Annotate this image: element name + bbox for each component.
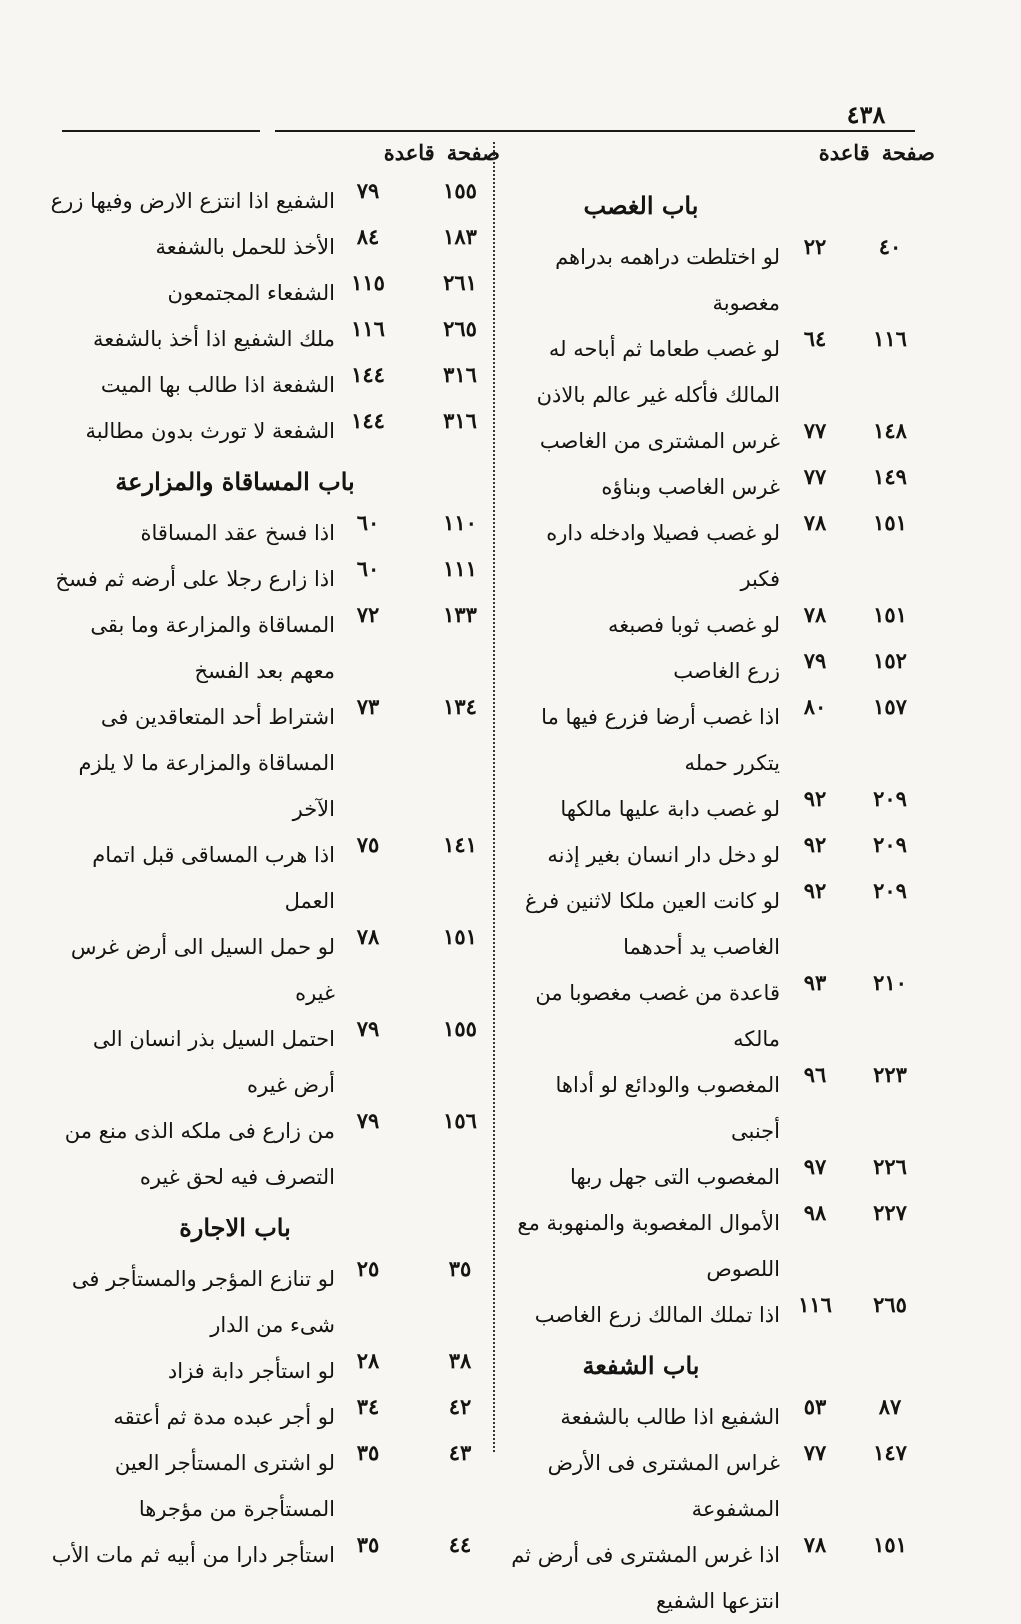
entry-text: لو كانت العين ملكا لاثنين فرغ الغاصب يد أحدهما bbox=[524, 889, 780, 959]
index-entry bbox=[50, 1440, 490, 1532]
index-entry bbox=[50, 1016, 490, 1108]
entry-rule-number: ٧٩ bbox=[356, 178, 380, 203]
index-entry bbox=[502, 234, 920, 326]
entry-text: لو دخل دار انسان بغير إذنه bbox=[547, 843, 780, 867]
entry-text: الشفيع اذا طالب بالشفعة bbox=[560, 1405, 780, 1429]
entry-page-number: ١٣٣ bbox=[443, 602, 477, 627]
entry-rule-number: ٣٥ bbox=[356, 1532, 380, 1557]
entry-page-number: ٣٨ bbox=[448, 1348, 472, 1373]
index-entry bbox=[50, 602, 490, 694]
index-entry bbox=[50, 1532, 490, 1578]
entry-text: المغصوب التى جهل ربها bbox=[569, 1165, 780, 1189]
index-entry bbox=[50, 510, 490, 556]
entry-rule-number: ٧٨ bbox=[356, 924, 380, 949]
entry-rule-number: ٧٧ bbox=[803, 464, 827, 489]
entry-page-number: ٢٢٧ bbox=[873, 1200, 907, 1225]
rule-column-label: قاعدة bbox=[818, 140, 870, 165]
entry-page-number: ٤٢ bbox=[448, 1394, 472, 1419]
entry-page-number: ٢٠٩ bbox=[873, 786, 907, 811]
index-entry bbox=[502, 832, 920, 878]
entry-rule-number: ٩٣ bbox=[803, 970, 827, 995]
index-entry bbox=[50, 362, 490, 408]
entry-page-number: ٢٠٩ bbox=[873, 878, 907, 903]
entry-text: من زارع فى ملكه الذى منع من التصرف فيه لحق غيره bbox=[64, 1119, 335, 1189]
index-entry bbox=[50, 316, 490, 362]
entry-rule-number: ٧٩ bbox=[356, 1108, 380, 1133]
index-entry bbox=[502, 878, 920, 970]
entry-text: لو غصب فصيلا وادخله داره فكبر bbox=[546, 521, 780, 591]
left-column-header bbox=[360, 140, 500, 174]
entry-rule-number: ١٤٤ bbox=[351, 408, 385, 433]
entry-text: الأموال المغصوبة والمنهوبة مع اللصوص bbox=[517, 1211, 780, 1281]
header-rule-left bbox=[62, 130, 260, 132]
index-entry bbox=[502, 418, 920, 464]
entry-rule-number: ٣٤ bbox=[356, 1394, 380, 1419]
index-entry bbox=[50, 178, 490, 224]
entry-text: لو تنازع المؤجر والمستأجر فى شىء من الدار bbox=[71, 1267, 335, 1337]
entry-rule-number: ٥٣ bbox=[803, 1394, 827, 1419]
entry-text: اذا غصب أرضا فزرع فيها ما يتكرر حمله bbox=[541, 705, 780, 775]
entry-text: غرس المشترى من الغاصب bbox=[539, 429, 780, 453]
entry-text: استأجر دارا من أبيه ثم مات الأب bbox=[51, 1543, 335, 1567]
index-entry bbox=[502, 786, 920, 832]
entry-rule-number: ٧٨ bbox=[803, 1532, 827, 1557]
entry-rule-number: ٩٨ bbox=[803, 1200, 827, 1225]
entry-text: لو استأجر دابة فزاد bbox=[167, 1359, 335, 1383]
index-entry bbox=[502, 1440, 920, 1532]
entry-page-number: ١١١ bbox=[443, 556, 477, 581]
entry-page-number: ١٥٧ bbox=[873, 694, 907, 719]
entry-page-number: ٣١٦ bbox=[443, 408, 477, 433]
index-entry bbox=[502, 1154, 920, 1200]
entry-rule-number: ٢٥ bbox=[356, 1256, 380, 1281]
entry-text: لو غصب دابة عليها مالكها bbox=[560, 797, 780, 821]
entry-rule-number: ١١٦ bbox=[351, 316, 385, 341]
entry-text: لو غصب طعاما ثم أباحه له المالك فأكله غير عالم بالاذن bbox=[536, 337, 780, 407]
left-index-column bbox=[50, 178, 490, 1578]
index-entry bbox=[502, 1200, 920, 1292]
index-entry bbox=[50, 1394, 490, 1440]
index-entry bbox=[50, 224, 490, 270]
section-heading: باب المساقاة والمزارعة bbox=[115, 467, 355, 496]
index-entry bbox=[50, 1348, 490, 1394]
index-entry bbox=[50, 270, 490, 316]
entry-rule-number: ١١٦ bbox=[798, 1292, 832, 1317]
entry-text: اشتراط أحد المتعاقدين فى المساقاة والمزارعة ما لا يلزم الآخر bbox=[78, 705, 335, 821]
index-entry bbox=[502, 602, 920, 648]
entry-rule-number: ٧٩ bbox=[356, 1016, 380, 1041]
entry-text: المساقاة والمزارعة وما بقى معهم بعد الفسخ bbox=[90, 613, 335, 683]
entry-rule-number: ٦٠ bbox=[356, 556, 380, 581]
index-entry bbox=[502, 648, 920, 694]
entry-page-number: ١٤٧ bbox=[873, 1440, 907, 1465]
entry-text: قاعدة من غصب مغصوبا من مالكه bbox=[535, 981, 780, 1051]
index-entry bbox=[50, 408, 490, 454]
index-entry bbox=[50, 832, 490, 924]
entry-text: المغصوب والودائع لو أداها أجنبى bbox=[555, 1073, 780, 1143]
entry-rule-number: ٧٧ bbox=[803, 1440, 827, 1465]
entry-page-number: ١٥٥ bbox=[443, 1016, 477, 1041]
entry-text: ملك الشفيع اذا أخذ بالشفعة bbox=[93, 327, 335, 351]
entry-text: الشفيع اذا انتزع الارض وفيها زرع bbox=[50, 189, 335, 213]
column-divider bbox=[493, 142, 495, 1452]
index-entry bbox=[502, 1292, 920, 1338]
entry-rule-number: ٩٢ bbox=[803, 832, 827, 857]
entry-rule-number: ٦٠ bbox=[356, 510, 380, 535]
entry-page-number: ١٤١ bbox=[443, 832, 477, 857]
entry-text: لو اشترى المستأجر العين المستأجرة من مؤجرها bbox=[114, 1451, 335, 1521]
entry-rule-number: ٧٩ bbox=[803, 648, 827, 673]
section-heading: باب الغصب bbox=[583, 191, 699, 220]
entry-rule-number: ٩٢ bbox=[803, 786, 827, 811]
entry-text: الشفعاء المجتمعون bbox=[167, 281, 335, 305]
entry-rule-number: ٢٢ bbox=[803, 234, 827, 259]
entry-text: اذا تملك المالك زرع الغاصب bbox=[534, 1303, 780, 1327]
right-index-column bbox=[502, 178, 920, 1624]
section-heading: باب الاجارة bbox=[179, 1213, 291, 1242]
entry-text: زرع الغاصب bbox=[673, 659, 780, 683]
entry-page-number: ١٥١ bbox=[873, 1532, 907, 1557]
entry-page-number: ١٥٦ bbox=[443, 1108, 477, 1133]
index-entry bbox=[50, 556, 490, 602]
entry-text: اذا زارع رجلا على أرضه ثم فسخ bbox=[55, 567, 335, 591]
entry-text: غرس الغاصب وبناؤه bbox=[601, 475, 780, 499]
entry-page-number: ٢٠٩ bbox=[873, 832, 907, 857]
entry-text: اذا هرب المساقى قبل اتمام العمل bbox=[92, 843, 335, 913]
entry-page-number: ١٥٥ bbox=[443, 178, 477, 203]
entry-rule-number: ٩٢ bbox=[803, 878, 827, 903]
entry-page-number: ١١٦ bbox=[873, 326, 907, 351]
index-entry bbox=[502, 510, 920, 602]
entry-text: اذا غرس المشترى فى أرض ثم انتزعها الشفيع bbox=[511, 1543, 780, 1613]
index-entry bbox=[50, 1256, 490, 1348]
entry-rule-number: ٧٣ bbox=[356, 694, 380, 719]
entry-page-number: ٣٥ bbox=[448, 1256, 472, 1281]
index-entry bbox=[502, 1062, 920, 1154]
entry-rule-number: ١١٥ bbox=[351, 270, 385, 295]
entry-rule-number: ٩٦ bbox=[803, 1062, 827, 1087]
entry-page-number: ١٨٣ bbox=[443, 224, 477, 249]
right-column-header bbox=[795, 140, 935, 174]
entry-rule-number: ٩٧ bbox=[803, 1154, 827, 1179]
entry-page-number: ٤٤ bbox=[448, 1532, 472, 1557]
entry-text: الأخذ للحمل بالشفعة bbox=[155, 235, 335, 259]
entry-rule-number: ٧٥ bbox=[356, 832, 380, 857]
entry-page-number: ٢٢٣ bbox=[873, 1062, 907, 1087]
entry-rule-number: ١٤٤ bbox=[351, 362, 385, 387]
index-entry bbox=[502, 326, 920, 418]
page-number: ٤٣٨ bbox=[846, 100, 886, 129]
entry-text: الشفعة لا تورث بدون مطالبة bbox=[85, 419, 335, 443]
rule-column-label: قاعدة bbox=[383, 140, 435, 165]
entry-page-number: ١١٠ bbox=[443, 510, 477, 535]
entry-text: غراس المشترى فى الأرض المشفوعة bbox=[547, 1451, 780, 1521]
entry-page-number: ١٥١ bbox=[873, 510, 907, 535]
index-entry bbox=[50, 694, 490, 832]
entry-page-number: ١٣٤ bbox=[443, 694, 477, 719]
entry-page-number: ٢٦١ bbox=[443, 270, 477, 295]
entry-page-number: ٤٣ bbox=[448, 1440, 472, 1465]
entry-page-number: ٢٦٥ bbox=[443, 316, 477, 341]
entry-page-number: ١٥٢ bbox=[873, 648, 907, 673]
entry-page-number: ٨٧ bbox=[878, 1394, 902, 1419]
page-column-label: صفحة bbox=[446, 140, 500, 165]
index-entry bbox=[502, 970, 920, 1062]
entry-text: اذا فسخ عقد المساقاة bbox=[140, 521, 335, 545]
entry-rule-number: ٧٨ bbox=[803, 602, 827, 627]
entry-rule-number: ٣٥ bbox=[356, 1440, 380, 1465]
index-entry bbox=[50, 1108, 490, 1200]
entry-text: لو اختلطت دراهمه بدراهم مغصوبة bbox=[555, 245, 780, 315]
entry-page-number: ٢٢٦ bbox=[873, 1154, 907, 1179]
index-entry bbox=[502, 1532, 920, 1624]
entry-text: لو غصب ثوبا فصبغه bbox=[608, 613, 780, 637]
entry-rule-number: ٢٨ bbox=[356, 1348, 380, 1373]
entry-text: لو أجر عبده مدة ثم أعتقه bbox=[113, 1405, 335, 1429]
section-heading: باب الشفعة bbox=[582, 1351, 700, 1380]
header-rule-right bbox=[275, 130, 915, 132]
entry-rule-number: ٦٤ bbox=[803, 326, 827, 351]
entry-page-number: ٣١٦ bbox=[443, 362, 477, 387]
page-column-label: صفحة bbox=[881, 140, 935, 165]
entry-page-number: ١٤٨ bbox=[873, 418, 907, 443]
entry-page-number: ٢٦٥ bbox=[873, 1292, 907, 1317]
entry-text: احتمل السيل بذر انسان الى أرض غيره bbox=[92, 1027, 335, 1097]
index-entry bbox=[502, 464, 920, 510]
entry-rule-number: ٨٤ bbox=[356, 224, 380, 249]
entry-rule-number: ٧٧ bbox=[803, 418, 827, 443]
entry-rule-number: ٨٠ bbox=[803, 694, 827, 719]
index-entry bbox=[502, 1394, 920, 1440]
entry-text: الشفعة اذا طالب بها الميت bbox=[100, 373, 335, 397]
entry-page-number: ٤٠ bbox=[878, 234, 902, 259]
index-entry bbox=[502, 694, 920, 786]
entry-page-number: ١٥١ bbox=[443, 924, 477, 949]
index-entry bbox=[50, 924, 490, 1016]
entry-rule-number: ٧٨ bbox=[803, 510, 827, 535]
entry-page-number: ٢١٠ bbox=[873, 970, 907, 995]
entry-text: لو حمل السيل الى أرض غرس غيره bbox=[70, 935, 335, 1005]
entry-page-number: ١٥١ bbox=[873, 602, 907, 627]
entry-rule-number: ٧٢ bbox=[356, 602, 380, 627]
entry-page-number: ١٤٩ bbox=[873, 464, 907, 489]
